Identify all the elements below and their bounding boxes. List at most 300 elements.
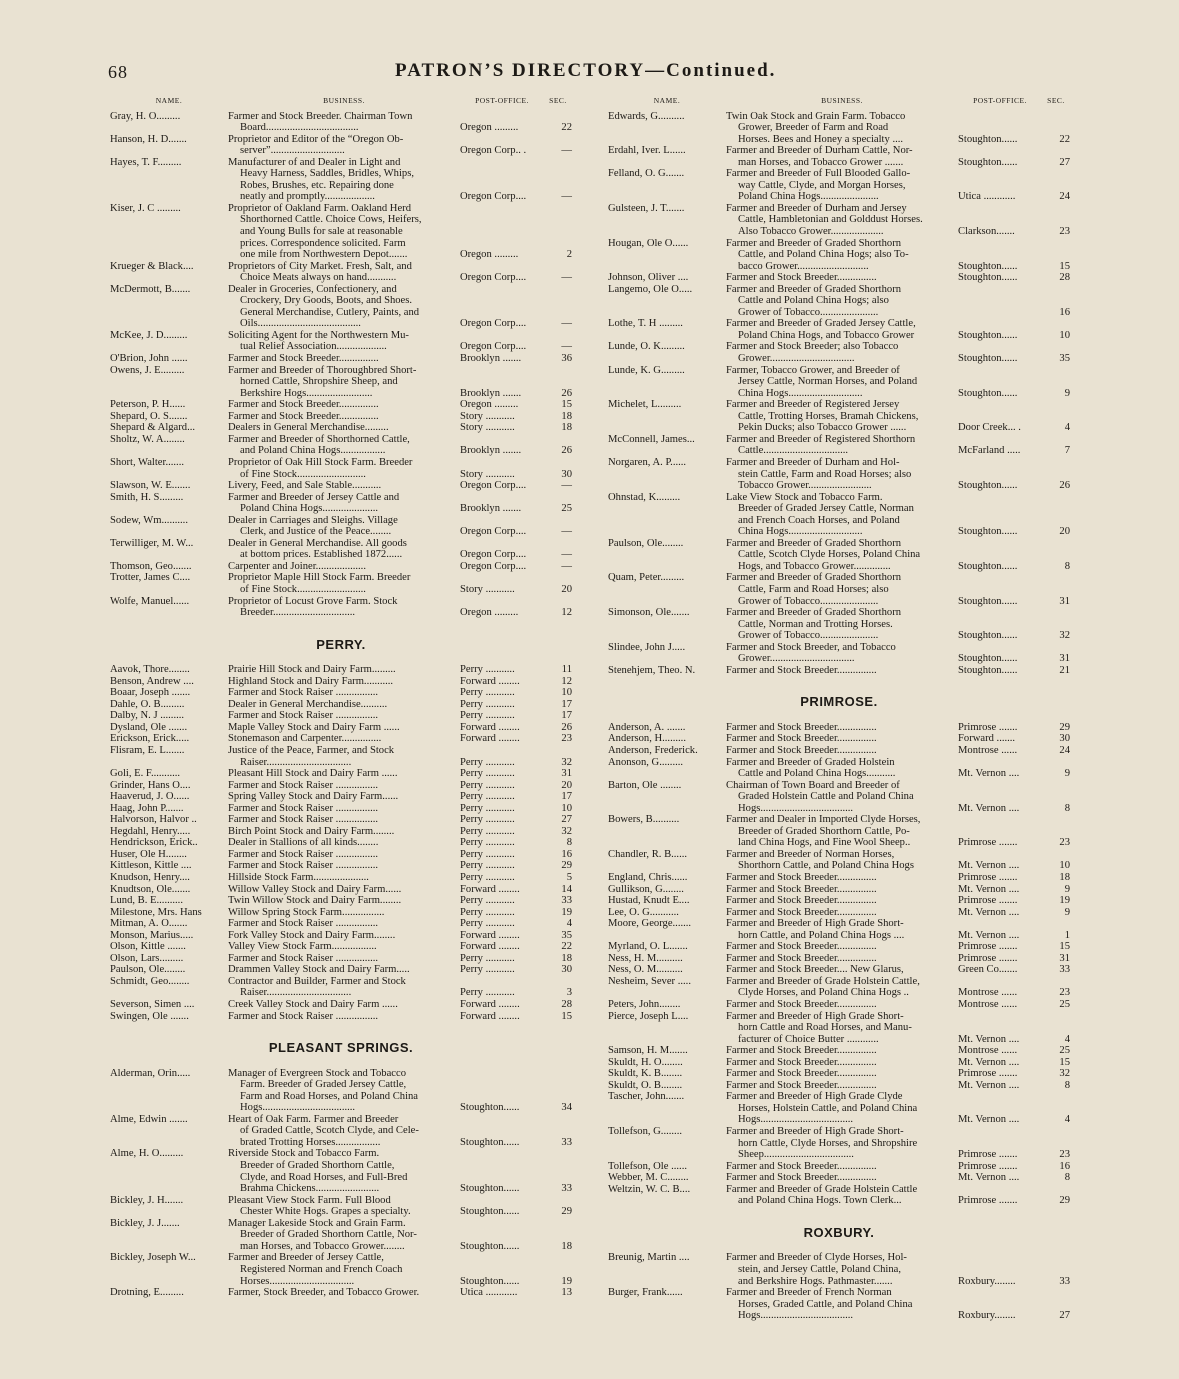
column-header-row <box>110 95 572 107</box>
entry-business <box>228 733 460 745</box>
entry-name: Knudson, Henry.... <box>110 872 190 883</box>
entry-post-office-cell <box>958 226 1042 238</box>
entry-post-office: Oregon Corp.... <box>460 560 527 572</box>
entry-business-line: Cattle and Poland China Hogs........... <box>738 768 896 780</box>
entry-post-office-cell <box>958 561 1042 573</box>
entry-name: Short, Walter....... <box>110 456 184 468</box>
entry-business-line: Contractor and Builder, Farmer and Stock <box>228 975 406 987</box>
entry-business-line: Farmer and Breeder of Clyde Horses, Hol- <box>726 1252 907 1264</box>
entry-business <box>228 907 460 919</box>
entry-post-office-cell <box>460 122 544 134</box>
entry-post-office: Mt. Vernon .... <box>958 883 1020 895</box>
directory-entry <box>110 664 572 676</box>
entry-business-line: and Berkshire Hogs. Pathmaster....... <box>738 1275 893 1287</box>
entry-business <box>726 1011 958 1046</box>
entry-post-office-cell <box>460 341 544 353</box>
entry-section-number: 3 <box>566 987 572 999</box>
entry-post-office-cell <box>460 791 544 803</box>
directory-entry <box>110 561 572 573</box>
entry-business-line: Farmer and Stock Breeder............... <box>726 721 877 733</box>
directory-entry <box>110 884 572 896</box>
entry-section-number: 18 <box>1059 872 1070 883</box>
entry-post-office: Mt. Vernon .... <box>958 1056 1020 1068</box>
entry-name: Hegdahl, Henry..... <box>110 825 191 837</box>
entry-post-office-cell <box>460 249 544 261</box>
entry-business-line: Manufacturer of and Dealer in Light and <box>228 156 401 168</box>
entry-section-number: 25 <box>1059 999 1070 1011</box>
entry-business-line: Farmer and Breeder of Graded Jersey Cattle, <box>726 318 916 330</box>
entry-business <box>726 492 958 538</box>
entry-section-number: 8 <box>1064 560 1070 572</box>
section-heading: ROXBURY. <box>803 1224 875 1240</box>
entry-business <box>726 272 958 284</box>
entry-business <box>228 1252 460 1287</box>
entry-business-line: Highland Stock and Dairy Farm........... <box>228 675 394 687</box>
entry-business <box>228 492 460 515</box>
entry-section-number: 1 <box>1064 929 1070 941</box>
entry-business-line: Proprietor of Oak Hill Stock Farm. Breeder <box>228 456 413 468</box>
entry-business <box>228 814 460 826</box>
entry-post-office-cell <box>958 1276 1042 1288</box>
entry-post-office-cell <box>460 503 544 515</box>
entry-name: Nesheim, Sever ..... <box>608 975 691 987</box>
directory-entry <box>608 272 1070 284</box>
entry-section-number: 20 <box>561 583 572 595</box>
entry-post-office-cell <box>958 1161 1042 1173</box>
entry-section-number: 27 <box>1059 1310 1070 1322</box>
entry-business-line: one mile from Northwestern Depot....... <box>240 249 408 261</box>
entry-post-office-cell <box>460 895 544 907</box>
entry-post-office: Stoughton...... <box>958 526 1018 538</box>
directory-entry <box>110 434 572 457</box>
entry-business-line: Farmer and Breeder of French Norman <box>726 1287 892 1299</box>
entry-section-number: 33 <box>561 895 572 907</box>
entry-section-number: 25 <box>1059 1045 1070 1057</box>
entry-post-office-cell <box>460 780 544 792</box>
entry-business-line: Farmer and Stock Raiser ................ <box>228 710 379 722</box>
entry-post-office: Roxbury........ <box>958 1310 1016 1322</box>
directory-entry <box>110 353 572 365</box>
entry-post-office: Stoughton...... <box>958 630 1018 642</box>
entry-business <box>228 918 460 930</box>
directory-entry <box>608 976 1070 999</box>
entry-business-line: Grower................................ <box>738 353 855 365</box>
entry-business <box>228 284 460 330</box>
entry-business-line: facturer of Choice Butter ............ <box>738 1033 879 1045</box>
entry-business-line: Horses................................ <box>240 1275 355 1287</box>
entry-business-line: Manager Lakeside Stock and Grain Farm. <box>228 1217 406 1229</box>
entry-name: Mitman, A. O....... <box>110 918 188 930</box>
entry-name: Haaverud, J. O...... <box>110 791 190 803</box>
entry-section-number: 30 <box>1059 733 1070 745</box>
entry-business <box>228 964 460 976</box>
entry-section-number: — <box>561 560 572 572</box>
entry-post-office-cell <box>460 849 544 861</box>
page-title: PATRON’S DIRECTORY—Continued. <box>395 60 777 81</box>
entry-business-line: Farmer and Breeder of Full Blooded Gallo- <box>726 168 911 180</box>
entry-business-line: of Fine Stock.......................... <box>240 468 366 480</box>
entry-business-line: Dealer in General Merchandise.......... <box>228 698 388 710</box>
entry-business <box>726 780 958 815</box>
entry-business <box>228 330 460 353</box>
entry-post-office-cell <box>958 272 1042 284</box>
entry-business <box>228 134 460 157</box>
directory-entry <box>608 111 1070 146</box>
entry-post-office: Oregon Corp.... <box>460 549 527 561</box>
entry-section-number: 18 <box>561 410 572 422</box>
entry-post-office-cell <box>460 826 544 838</box>
entry-name: Gullikson, G........ <box>608 883 684 895</box>
entry-section-number: 29 <box>1059 1195 1070 1207</box>
directory-entry <box>110 860 572 872</box>
directory-entry <box>110 457 572 480</box>
entry-section-number: 30 <box>561 964 572 976</box>
entry-section-number: 24 <box>1059 744 1070 756</box>
directory-entry <box>110 941 572 953</box>
entry-post-office: Mt. Vernon .... <box>958 860 1020 872</box>
entry-post-office: Oregon Corp.... <box>460 341 527 353</box>
directory-entry <box>608 538 1070 573</box>
entry-post-office: Montrose ...... <box>958 999 1018 1011</box>
entry-name: Hendrickson, Erick.. <box>110 837 198 849</box>
entry-business-line: Twin Oak Stock and Grain Farm. Tobacco <box>726 110 906 122</box>
entry-business-line: Grower................................ <box>738 653 855 665</box>
directory-entry <box>608 145 1070 168</box>
entry-post-office: Oregon Corp.... <box>460 318 527 330</box>
directory-entry <box>608 1172 1070 1184</box>
entry-business-line: and French Coach Horses, and Poland <box>738 514 900 526</box>
entry-post-office-cell <box>958 1172 1042 1184</box>
entry-section-number: 35 <box>561 929 572 941</box>
entry-post-office-cell <box>460 480 544 492</box>
entry-business-line: Heavy Harness, Saddles, Bridles, Whips, <box>240 168 414 180</box>
entry-name: Stenehjem, Theo. N. <box>608 664 696 676</box>
entry-name: Bickley, Joseph W... <box>110 1252 196 1264</box>
entry-post-office: Mt. Vernon .... <box>958 906 1020 918</box>
entry-name: Olson, Kittle ....... <box>110 941 186 953</box>
entry-business-line: Proprietor of Oakland Farm. Oakland Herd <box>228 202 411 214</box>
entry-business-line: Maple Valley Stock and Dairy Farm ...... <box>228 721 400 733</box>
entry-name: Tollefson, G........ <box>608 1126 682 1138</box>
entry-business <box>726 1184 958 1207</box>
entry-section-number: 29 <box>1059 721 1070 733</box>
directory-entry <box>608 203 1070 238</box>
entry-business-line: horned Cattle, Shropshire Sheep, and <box>240 376 398 388</box>
entry-name: Terwilliger, M. W... <box>110 537 194 549</box>
entry-post-office: Brooklyn ....... <box>460 353 522 365</box>
entry-business <box>228 710 460 722</box>
entry-business <box>228 860 460 872</box>
entry-business <box>726 168 958 203</box>
column-label-business: BUSINESS. <box>323 96 365 105</box>
entry-name: Bowers, B.......... <box>608 814 680 826</box>
entry-post-office-cell <box>460 584 544 596</box>
entry-name: Felland, O. G....... <box>608 168 685 180</box>
entry-business-line: Livery, Feed, and Sale Stable........... <box>228 480 382 492</box>
directory-entry <box>110 422 572 434</box>
entry-business <box>726 399 958 434</box>
directory-entry <box>110 1114 572 1149</box>
entry-business-line: Prairie Hill Stock and Dairy Farm......... <box>228 664 396 676</box>
entry-business <box>228 849 460 861</box>
entry-section-number: 23 <box>1059 1149 1070 1161</box>
entry-section-number: — <box>561 480 572 492</box>
entry-business-line: Farmer and Breeder of Shorthorned Cattle, <box>228 433 410 445</box>
entry-section-number: 8 <box>1064 1172 1070 1184</box>
entry-business-line: Creek Valley Stock and Dairy Farm ...... <box>228 999 398 1011</box>
entry-post-office-cell <box>460 1137 544 1149</box>
entry-post-office: Brooklyn ....... <box>460 387 522 399</box>
entry-section-number: 31 <box>1059 653 1070 665</box>
entry-name: Ohnstad, K......... <box>608 491 681 503</box>
entry-post-office-cell <box>958 872 1042 884</box>
entry-business <box>726 1252 958 1287</box>
entry-post-office: Forward ........ <box>460 941 520 953</box>
entry-name: Weltzin, W. C. B.... <box>608 1183 691 1195</box>
entry-post-office: Stoughton...... <box>958 329 1018 341</box>
entry-name: Lund, B. E.......... <box>110 895 183 907</box>
entry-post-office-cell <box>958 353 1042 365</box>
entry-business <box>726 1126 958 1161</box>
entry-business-line: Breeder............................... <box>240 607 356 619</box>
entry-section-number: 27 <box>1059 156 1070 168</box>
entry-post-office: Primrose ....... <box>958 1068 1018 1080</box>
directory-entry <box>608 457 1070 492</box>
entry-business-line: Pleasant View Stock Farm. Full Blood <box>228 1194 391 1206</box>
directory-entry <box>110 261 572 284</box>
entry-business-line: Farmer and Breeder of Graded Shorthorn <box>726 283 902 295</box>
entry-business <box>228 365 460 400</box>
entry-business-line: Farmer and Stock Raiser ................ <box>228 814 379 826</box>
entry-name: Barton, Ole ........ <box>608 779 682 791</box>
entry-section-number: 17 <box>561 698 572 710</box>
entry-name: Thomson, Geo....... <box>110 560 192 572</box>
entry-section-number: 21 <box>1059 664 1070 676</box>
entry-section-number: 7 <box>1064 445 1070 457</box>
entry-name: England, Chris...... <box>608 872 688 883</box>
entry-business-line: Soliciting Agent for the Northwestern Mu- <box>228 329 409 341</box>
left-column <box>110 95 572 1299</box>
entry-post-office-cell <box>958 930 1042 942</box>
entry-business <box>228 676 460 688</box>
entry-business <box>726 1287 958 1322</box>
entry-post-office: Perry ........... <box>460 756 515 768</box>
entry-business-line: Farmer and Stock Breeder............... <box>726 999 877 1011</box>
entry-business-line: server”............................ <box>240 145 345 157</box>
entry-post-office-cell <box>958 388 1042 400</box>
entry-post-office-cell <box>460 561 544 573</box>
entry-business-line: Spring Valley Stock and Dairy Farm...... <box>228 791 399 803</box>
entry-business <box>726 642 958 665</box>
entry-name: Edwards, G.......... <box>608 110 685 122</box>
entry-post-office: Stoughton...... <box>958 156 1018 168</box>
entry-section-number: 26 <box>561 445 572 457</box>
entry-name: Benson, Andrew .... <box>110 675 194 687</box>
entry-business-line: Farmer and Stock Breeder............... <box>726 952 877 964</box>
column-label-business: BUSINESS. <box>821 96 863 105</box>
entry-post-office: Perry ........... <box>460 664 515 676</box>
entry-post-office-cell <box>460 999 544 1011</box>
entry-business <box>228 953 460 965</box>
entry-post-office-cell <box>958 722 1042 734</box>
entry-name: Erickson, Erick..... <box>110 733 190 745</box>
entry-business <box>228 976 460 999</box>
entry-name: Lee, O. G........... <box>608 906 679 918</box>
entry-business <box>726 434 958 457</box>
entry-business <box>228 872 460 884</box>
entry-business-line: Carpenter and Joiner................... <box>228 560 366 572</box>
entry-name: O'Brion, John ...... <box>110 353 188 365</box>
entry-name: Knudtson, Ole....... <box>110 883 191 895</box>
entry-post-office: Mt. Vernon .... <box>958 1114 1020 1126</box>
entry-business-line: Farmer and Stock Breeder............... <box>726 733 877 745</box>
entry-post-office-cell <box>958 1045 1042 1057</box>
directory-entry <box>110 492 572 515</box>
directory-entry <box>110 157 572 203</box>
entry-section-number: 16 <box>1059 1160 1070 1172</box>
entry-post-office: Green Co....... <box>958 964 1018 976</box>
directory-entry <box>608 572 1070 607</box>
entry-business <box>726 814 958 849</box>
entry-section-number: 19 <box>561 906 572 918</box>
entry-post-office-cell <box>460 664 544 676</box>
entry-post-office: Stoughton...... <box>958 353 1018 365</box>
entry-section-number: 15 <box>1059 260 1070 272</box>
directory-entry <box>608 745 1070 757</box>
entry-section-number: 33 <box>561 1183 572 1195</box>
entry-business <box>228 1287 460 1299</box>
entry-section-number: 33 <box>1059 1275 1070 1287</box>
entry-name: Pierce, Joseph L.... <box>608 1010 689 1022</box>
entry-name: Alme, H. O......... <box>110 1148 184 1160</box>
entry-post-office-cell <box>460 918 544 930</box>
entry-post-office-cell <box>958 884 1042 896</box>
entry-business-line: Farmer and Stock Breeder............... <box>726 872 877 883</box>
entry-business-line: Grower, Breeder of Farm and Road <box>738 122 889 134</box>
directory-entry <box>110 907 572 919</box>
entry-business-line: Farmer and Breeder of Norman Horses, <box>726 848 895 860</box>
entry-business <box>726 607 958 642</box>
entry-business <box>228 480 460 492</box>
entry-post-office-cell <box>460 872 544 884</box>
entry-post-office: Utica ............ <box>958 191 1016 203</box>
entry-business-line: Farmer and Stock Raiser ................ <box>228 848 379 860</box>
entry-section-number: 13 <box>561 1287 572 1299</box>
entry-post-office-cell <box>460 469 544 481</box>
entry-name: Lothe, T. H ......... <box>608 318 683 330</box>
entry-business-line: Farmer and Stock Breeder. Chairman Town <box>228 110 413 122</box>
entry-section-number: 32 <box>1059 1068 1070 1080</box>
entry-business-line: Farmer and Breeder of Grade Holstein Cattle <box>726 1183 918 1195</box>
directory-entry <box>608 434 1070 457</box>
entry-business <box>726 203 958 238</box>
entry-business <box>228 722 460 734</box>
entry-business-line: tual Relief Association................... <box>240 341 387 353</box>
entry-section-number: 8 <box>566 837 572 849</box>
entry-post-office-cell <box>460 687 544 699</box>
directory-entry <box>110 768 572 780</box>
entry-name: Peters, John........ <box>608 999 681 1011</box>
entry-post-office: Forward ........ <box>460 929 520 941</box>
entry-post-office: Story ........... <box>460 468 515 480</box>
entry-post-office: Perry ........... <box>460 768 515 780</box>
entry-post-office: Primrose ....... <box>958 1160 1018 1172</box>
entry-business <box>228 561 460 573</box>
entry-post-office-cell <box>958 526 1042 538</box>
entry-post-office-cell <box>460 318 544 330</box>
directory-entry <box>608 999 1070 1011</box>
entry-name: Milestone, Mrs. Hans <box>110 906 202 918</box>
entry-name: Alme, Edwin ....... <box>110 1113 188 1125</box>
entry-section-number: — <box>561 191 572 203</box>
entry-post-office: Stoughton...... <box>958 595 1018 607</box>
entry-business-line: China Hogs............................ <box>738 526 863 538</box>
entry-post-office-cell <box>460 814 544 826</box>
entry-business-line: Hillside Stock Farm..................... <box>228 872 369 883</box>
entry-business <box>726 941 958 953</box>
entry-business-line: Dealer in Carriages and Sleighs. Village <box>228 514 398 526</box>
entry-post-office: Roxbury........ <box>958 1275 1016 1287</box>
entry-post-office-cell <box>958 907 1042 919</box>
entry-section-number: 10 <box>1059 329 1070 341</box>
entry-section-number: 29 <box>561 860 572 872</box>
entry-post-office: Perry ........... <box>460 698 515 710</box>
directory-entry <box>110 722 572 734</box>
directory-entry <box>608 284 1070 319</box>
entry-business <box>228 791 460 803</box>
entry-post-office: Stoughton...... <box>958 560 1018 572</box>
entry-post-office: Perry ........... <box>460 848 515 860</box>
entry-post-office-cell <box>958 665 1042 677</box>
entry-section-number: 15 <box>1059 1056 1070 1068</box>
entry-section-number: 26 <box>1059 480 1070 492</box>
entry-post-office: Perry ........... <box>460 710 515 722</box>
entry-name: Moore, George....... <box>608 918 692 930</box>
entry-name: Webber, M. C........ <box>608 1172 689 1184</box>
entry-business-line: Manager of Evergreen Stock and Tobacco <box>228 1067 407 1079</box>
entry-post-office-cell <box>460 388 544 400</box>
entry-post-office: Perry ........... <box>460 791 515 803</box>
entry-name: Skuldt, H. O........ <box>608 1056 683 1068</box>
directory-entry <box>110 687 572 699</box>
entry-business <box>228 399 460 411</box>
entry-post-office-cell <box>460 964 544 976</box>
directory-entry <box>110 330 572 353</box>
entry-section-number: 23 <box>1059 987 1070 999</box>
entry-post-office-cell <box>460 411 544 423</box>
entry-name: Simonson, Ole....... <box>608 607 690 619</box>
entry-post-office: Perry ........... <box>460 918 515 930</box>
entry-section-number: 24 <box>1059 191 1070 203</box>
directory-entry <box>110 1252 572 1287</box>
entry-post-office-cell <box>460 353 544 365</box>
entry-post-office: Primrose ....... <box>958 895 1018 907</box>
entry-business-line: of Graded Cattle, Scotch Clyde, and Cele- <box>240 1125 419 1137</box>
entry-business <box>726 457 958 492</box>
entry-section-number: 18 <box>561 1240 572 1252</box>
entry-post-office-cell <box>958 134 1042 146</box>
entry-post-office: Stoughton...... <box>958 260 1018 272</box>
entry-post-office-cell <box>460 699 544 711</box>
entry-post-office: McFarland ..... <box>958 445 1021 457</box>
column-label-post-office: POST-OFFICE. <box>475 96 529 105</box>
entry-name: Skuldt, K. B........ <box>608 1068 683 1080</box>
entry-business-line: neatly and promptly................... <box>240 191 375 203</box>
entry-post-office: Stoughton...... <box>958 480 1018 492</box>
entry-post-office: Stoughton...... <box>460 1102 520 1114</box>
directory-entry <box>110 930 572 942</box>
directory-entry <box>608 941 1070 953</box>
